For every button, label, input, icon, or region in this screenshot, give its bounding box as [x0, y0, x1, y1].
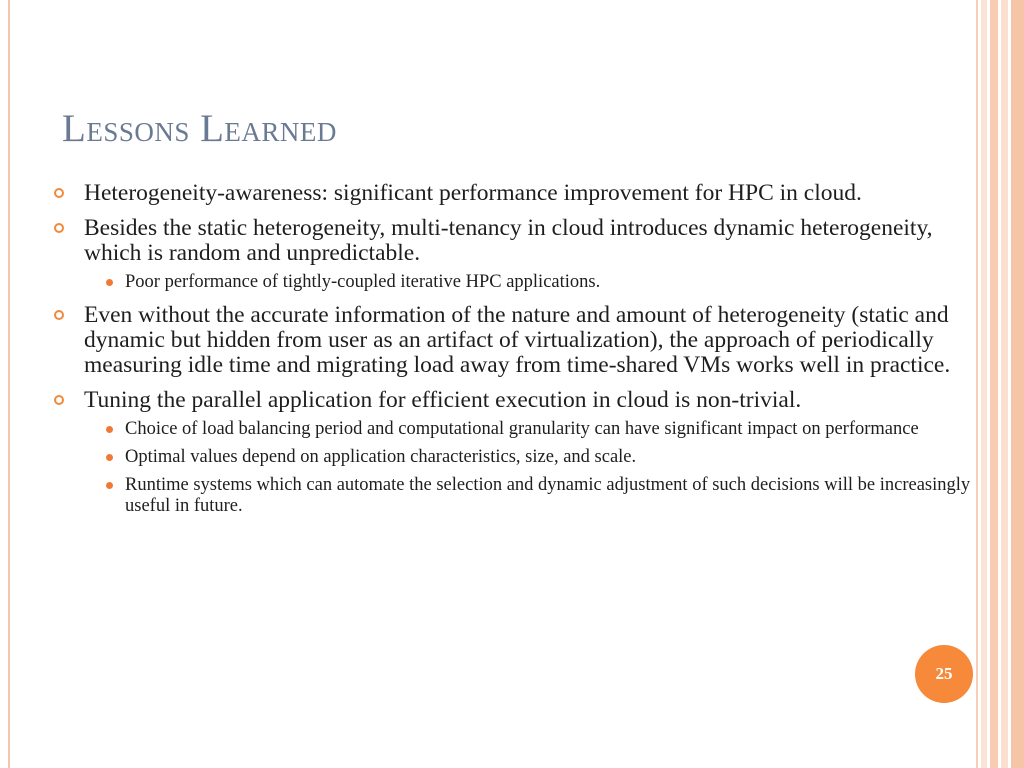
dot-bullet-icon	[106, 279, 113, 286]
left-frame-border	[0, 0, 10, 768]
bullet-text: Besides the static heterogeneity, multi-tenancy in cloud introduces dynamic heterogeneity, which is random and unpredictable.	[84, 215, 933, 266]
sub-bullet-list	[84, 272, 974, 293]
page-number-badge: 25	[915, 645, 973, 703]
decorative-stripe	[981, 0, 987, 768]
dot-bullet-icon	[106, 482, 113, 489]
slide-body	[84, 181, 974, 527]
sub-bullet-text: Poor performance of tightly-coupled iterative HPC applications.	[125, 272, 601, 292]
sub-bullet-item	[125, 447, 974, 468]
bullet-text: Tuning the parallel application for efficient execution in cloud is non-trivial.	[84, 387, 802, 413]
bullet-item	[84, 303, 974, 378]
decorative-stripe	[976, 0, 978, 768]
sub-bullet-item	[125, 419, 974, 440]
ring-bullet-icon	[54, 395, 64, 405]
bullet-item	[84, 216, 974, 266]
ring-bullet-icon	[54, 188, 64, 198]
decorative-stripe	[990, 0, 998, 768]
bullet-item	[84, 388, 974, 413]
ring-bullet-icon	[54, 310, 64, 320]
decorative-stripe	[1001, 0, 1008, 768]
sub-bullet-text: Choice of load balancing period and computational granularity can have significant impact on performance	[125, 419, 919, 439]
bullet-item	[84, 181, 974, 206]
slide-title: Lessons Learned	[62, 107, 337, 150]
sub-bullet-item	[125, 272, 974, 293]
sub-bullet-item	[125, 475, 974, 517]
ring-bullet-icon	[54, 223, 64, 233]
sub-bullet-text: Runtime systems which can automate the selection and dynamic adjustment of such decisions will be increasingly useful in future.	[125, 475, 971, 516]
sub-bullet-list	[84, 419, 974, 517]
decorative-stripe	[1011, 0, 1024, 768]
dot-bullet-icon	[106, 426, 113, 433]
bullet-text: Even without the accurate information of the nature and amount of heterogeneity (static and dynamic but hidden from user as an artifact of virtualization), the approach of periodically measuring idle time and migrating load away from time-shared VMs works well in practice.	[84, 302, 951, 378]
bullet-text: Heterogeneity-awareness: significant performance improvement for HPC in cloud.	[84, 180, 862, 206]
sub-bullet-text: Optimal values depend on application characteristics, size, and scale.	[125, 447, 637, 467]
dot-bullet-icon	[106, 454, 113, 461]
